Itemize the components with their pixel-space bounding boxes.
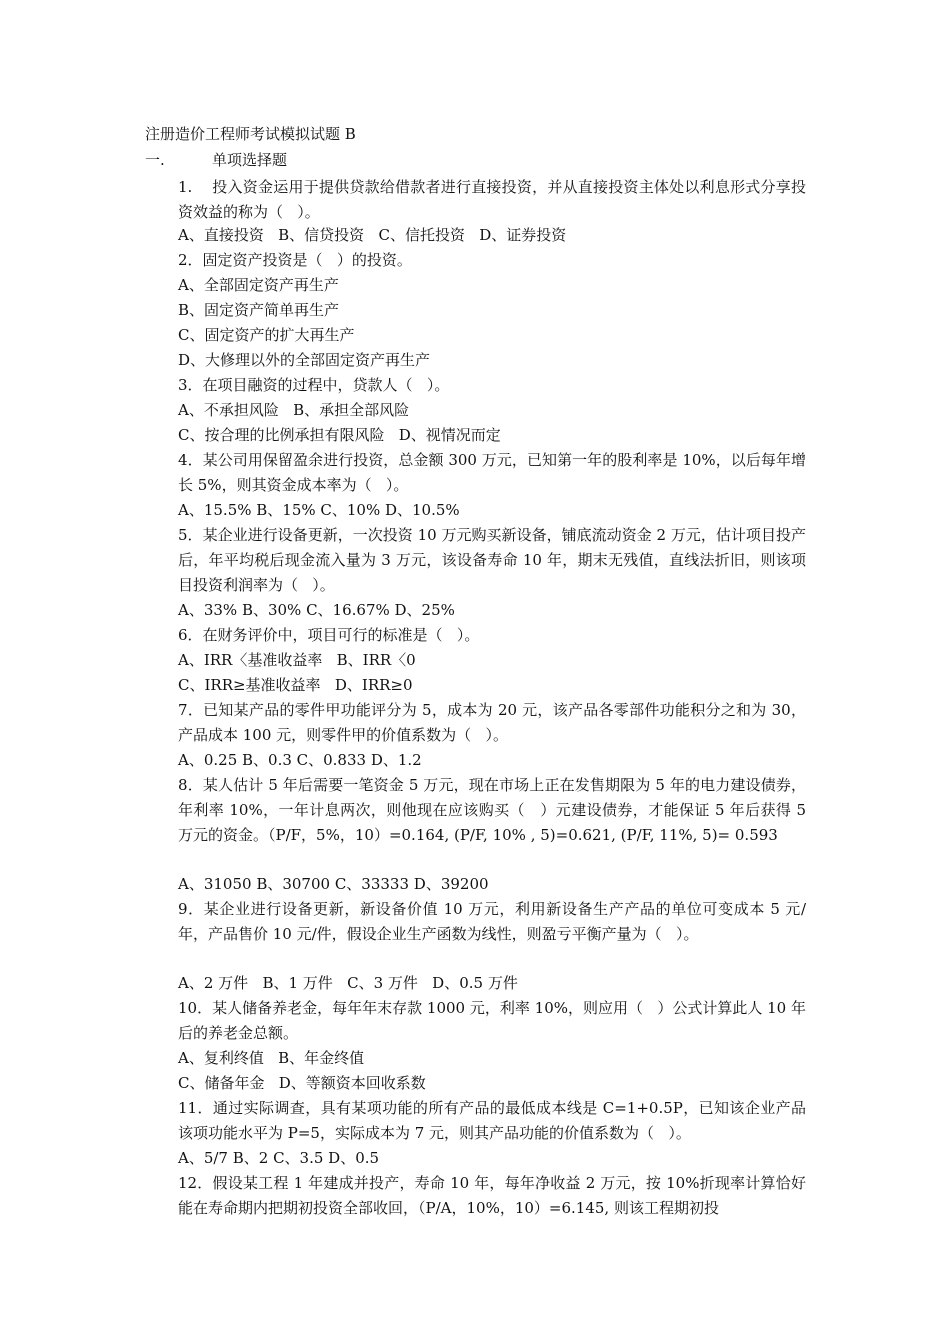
question-4-options: A、15.5% B、15% C、10% D、10.5% <box>178 501 460 519</box>
section-label: 单项选择题 <box>212 151 288 169</box>
question-10-options-cd: C、储备年金 D、等额资本回收系数 <box>178 1074 426 1092</box>
question-2-stem: 2．固定资产投资是（ ）的投资。 <box>178 251 412 269</box>
question-3-options-ab: A、不承担风险 B、承担全部风险 <box>178 401 410 419</box>
question-1-stem: 1. 投入资金运用于提供贷款给借款者进行直接投资，并从直接投资主体处以利息形式分享投资效益的称为（ ）。 <box>178 178 806 221</box>
question-9-options: A、2 万件 B、1 万件 C、3 万件 D、0.5 万件 <box>178 974 518 992</box>
question-2-option-c: C、固定资产的扩大再生产 <box>178 326 355 344</box>
question-7-options: A、0.25 B、0.3 C、0.833 D、1.2 <box>178 751 422 769</box>
question-1-options: A、直接投资 B、信贷投资 C、信托投资 D、证券投资 <box>178 226 567 244</box>
question-3-options-cd: C、按合理的比例承担有限风险 D、视情况而定 <box>178 426 501 444</box>
question-12-stem: 12．假设某工程 1 年建成并投产，寿命 10 年，每年净收益 2 万元，按 10%折现率计算恰好能在寿命期内把期初投资全部收回，（P/A，10%，10）=6.145, 则该工程期初投 <box>178 1174 806 1217</box>
question-2-option-d: D、大修理以外的全部固定资产再生产 <box>178 351 431 369</box>
question-4-stem: 4．某公司用保留盈余进行投资，总金额 300 万元，已知第一年的股利率是 10%，以后每年增长 5%，则其资金成本率为（ ）。 <box>178 451 806 494</box>
section-number: 一. <box>145 151 165 169</box>
question-2-option-a: A、全部固定资产再生产 <box>178 276 339 294</box>
question-6-options-cd: C、IRR≥基准收益率 D、IRR≥0 <box>178 676 413 694</box>
question-2-option-b: B、固定资产简单再生产 <box>178 301 340 319</box>
question-11-stem: 11．通过实际调查，具有某项功能的所有产品的最低成本线是 C=1+0.5P，已知该企业产品该项功能水平为 P=5，实际成本为 7 元，则其产品功能的价值系数为（ ）。 <box>178 1099 806 1142</box>
question-8-options: A、31050 B、30700 C、33333 D、39200 <box>178 875 489 893</box>
question-5-options: A、33% B、30% C、16.67% D、25% <box>178 601 455 619</box>
question-7-stem: 7．已知某产品的零件甲功能评分为 5，成本为 20 元，该产品各零部件功能积分之和为 30，产品成本 100 元，则零件甲的价值系数为（ ）。 <box>178 701 806 744</box>
question-11-options: A、5/7 B、2 C、3.5 D、0.5 <box>178 1149 380 1167</box>
question-8-stem: 8．某人估计 5 年后需要一笔资金 5 万元，现在市场上正在发售期限为 5 年的电力建设债券，年利率 10%，一年计息两次，则他现在应该购买（ ）元建设债券，才能保证 5 年后获得 5 万元的资金。（P/F，5%，10）=0.164, (P/F, 10% , 5)=0.621, (P/F, 11%, 5)= 0.593 <box>178 776 806 844</box>
question-6-options-ab: A、IRR〈基准收益率 B、IRR〈0 <box>178 651 416 669</box>
question-10-stem: 10．某人储备养老金，每年年末存款 1000 元，利率 10%，则应用（ ）公式计算此人 10 年后的养老金总额。 <box>178 999 806 1042</box>
question-9-stem: 9．某企业进行设备更新，新设备价值 10 万元，利用新设备生产产品的单位可变成本 5 元/年，产品售价 10 元/件，假设企业生产函数为线性，则盈亏平衡产量为（ ）。 <box>178 900 806 943</box>
question-10-options-ab: A、复利终值 B、年金终值 <box>178 1049 365 1067</box>
question-6-stem: 6．在财务评价中，项目可行的标准是（ ）。 <box>178 626 480 644</box>
question-3-stem: 3．在项目融资的过程中，贷款人（ ）。 <box>178 376 450 394</box>
document-title: 注册造价工程师考试模拟试题 B <box>145 125 356 143</box>
question-5-stem: 5．某企业进行设备更新，一次投资 10 万元购买新设备，铺底流动资金 2 万元，估计项目投产后，年平均税后现金流入量为 3 万元，该设备寿命 10 年，期末无残值，直线法折旧，则该项目投资利润率为（ ）。 <box>178 526 806 594</box>
